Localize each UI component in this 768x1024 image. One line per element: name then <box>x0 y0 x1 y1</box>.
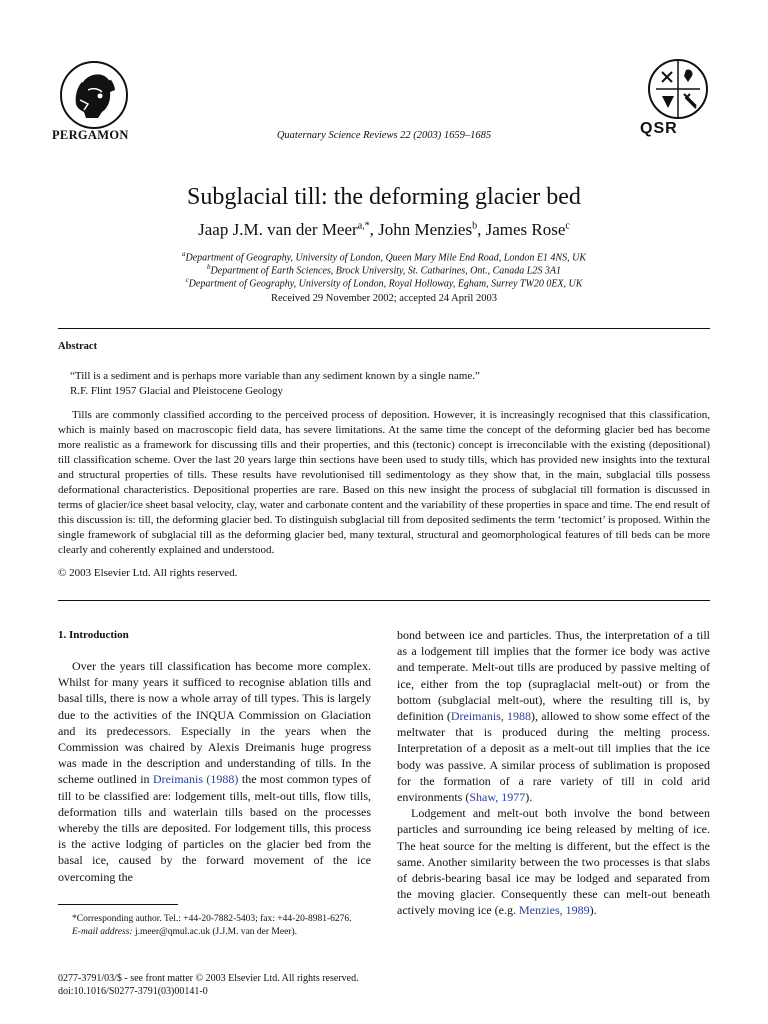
paragraph-text: bond between ice and particles. Thus, the interpretation of a till as a lodgement till implies that the former ice body was active and temperate. Melt-out tills are produced by passive melting of ice, either from the top (supraglacial melt-out) or from the bottom (subglacial melt-out), where the resulting till is, by definition ( <box>397 628 710 724</box>
epigraph <box>70 369 480 399</box>
author-sep: , <box>369 220 379 239</box>
author-name: Jaap J.M. van der Meer <box>198 220 358 239</box>
paragraph-text: ). <box>525 790 533 805</box>
journal-reference: Quaternary Science Reviews 22 (2003) 1659–1685 <box>276 130 492 141</box>
front-matter <box>58 972 359 998</box>
affiliation-text: Department of Geography, University of London, Royal Holloway, Egham, Surrey TW20 0EX, UK <box>188 278 583 290</box>
abstract-text: Tills are commonly classified according to the perceived process of deposition. However, it is increasingly recognised that this classification, which is mainly based on macroscopic field data, has severe limitations. At the same time the concept of the deforming glacier bed has become more realistic as a framework for discussing tills and their properties, and this (tectonic) concept is irreconcilable with the existing (depositional) till classification scheme. Over the last 20 years large thin sections have been used to study tills, which has provided new insights into the textural and structural properties of tills. These results have revolutionised till sedimentology as they show that, in the main, subglacial tills possess deformational characteristics. Depositional properties are rare. Based on this new insight the process of subglacial till formation is discussed in terms of glacier/ice sheet basal velocity, clay, water and carbonate content and the variability of these properties in space and time. The end result of this discussion is: till, the deforming glacier bed. To distinguish subglacial till from deposited sediments the term ‘tectomict’ is proposed. Within the single framework of subglacial till as the deforming glacier bed, many textural, structural and geomorphological features of till beds can be more clearly and coherently explained and understood. <box>58 409 710 556</box>
left-column <box>58 658 371 885</box>
paragraph <box>397 627 710 805</box>
affiliation-marker: c <box>185 276 189 284</box>
author-sup: c <box>565 220 570 232</box>
received-dates: Received 29 November 2002; accepted 24 April 2003 <box>271 293 497 304</box>
right-column <box>397 627 710 919</box>
author-sup: a,* <box>357 220 370 232</box>
citation-link[interactable]: Dreimanis, 1988 <box>450 709 532 724</box>
doi-line: doi:10.1016/S0277-3791(03)00141-0 <box>58 986 208 997</box>
affiliation <box>0 250 768 263</box>
qsr-crest-icon <box>646 58 710 120</box>
paragraph-text: Lodgement and melt-out both involve the bond between particles and surrounding ice being released by melting of ice. The heat source for the melting is different, but the effect is the same. Another similarity between the two processes is that slabs of debris-bearing basal ice may be lodged and separated from the moving glacier. Consequently these can melt-out beneath actively moving ice (e.g. <box>397 806 710 918</box>
epigraph-quote: “Till is a sediment and is perhaps more variable than any sediment known by a single name.” <box>70 370 480 382</box>
affiliation-text: Department of Earth Sciences, Brock University, St. Catharines, Ont., Canada L2S 3A1 <box>210 265 561 277</box>
section-heading: 1. Introduction <box>58 629 129 641</box>
citation-link[interactable]: Menzies, 1989 <box>518 903 590 918</box>
footnote-corresponding: *Corresponding author. Tel.: +44-20-7882-5403; fax: +44-20-8981-6276. <box>72 914 352 924</box>
pergamon-logo-icon <box>58 60 130 130</box>
paragraph-text: ), allowed to show some effect of the meltwater that is produced during the melting process. Interpretation of a deposit as a melt-out till implies that the ice body was passive. A similar process of sublimation is proposed for the formation of a rare variety of till in cold arid environments ( <box>397 709 710 805</box>
divider <box>58 328 710 329</box>
affiliation <box>0 263 768 276</box>
paragraph-text: Over the years till classification has become more complex. Whilst for many years it sufficed to recognise ablation tills and basal tills, there is now a whole array of till types. This is largely due to the activities of the INQUA Commission on Glaciation and its predecessors. Especially in the years when the Commission was chaired by Alexis Dreimanis huge progress was made in the description and understanding of tills. In the scheme outlined in <box>58 659 371 787</box>
citation-link[interactable]: Shaw, 1977 <box>469 790 526 805</box>
footnote <box>58 913 371 939</box>
affiliation-marker: b <box>207 263 211 271</box>
citation-link[interactable]: Dreimanis (1988) <box>153 772 239 787</box>
affiliation-marker: a <box>181 250 186 258</box>
paragraph <box>58 658 371 885</box>
affiliation <box>0 276 768 289</box>
abstract-body <box>58 408 710 558</box>
email-value: j.meer@qmul.ac.uk (J.J.M. van der Meer). <box>132 927 298 937</box>
issn-line: 0277-3791/03/$ - see front matter © 2003 Elsevier Ltd. All rights reserved. <box>58 973 359 984</box>
affiliation-text: Department of Geography, University of London, Queen Mary Mile End Road, London E1 4NS, UK <box>185 252 586 264</box>
author-list <box>0 220 768 240</box>
publisher-name: PERGAMON <box>52 128 129 142</box>
journal-logo-text: QSR <box>640 120 678 137</box>
paragraph-text: the most common types of till to be classified are: lodgement tills, melt-out tills, flow tills, deformation tills and waterlain tills based on the processes whereby the tills are deposited. For lodgement tills, this process is the active lodging of particles on the glacier bed from the basal ice, caused by the forward movement of the ice overcoming the <box>58 772 371 884</box>
abstract-copyright: © 2003 Elsevier Ltd. All rights reserved. <box>58 567 238 579</box>
paragraph <box>397 805 710 918</box>
footnote-email <box>58 926 371 939</box>
author-name: John Menzies <box>378 220 473 239</box>
epigraph-source: R.F. Flint 1957 Glacial and Pleistocene Geology <box>70 385 283 397</box>
author-sep: , <box>477 220 486 239</box>
footnote-divider <box>58 904 178 905</box>
author-sup: b <box>472 220 478 232</box>
divider <box>58 600 710 601</box>
paragraph-text: ). <box>589 903 597 918</box>
article-title: Subglacial till: the deforming glacier bed <box>187 184 581 210</box>
author-name: James Rose <box>485 220 566 239</box>
abstract-heading: Abstract <box>58 341 98 352</box>
email-label: E-mail address: <box>72 927 133 937</box>
